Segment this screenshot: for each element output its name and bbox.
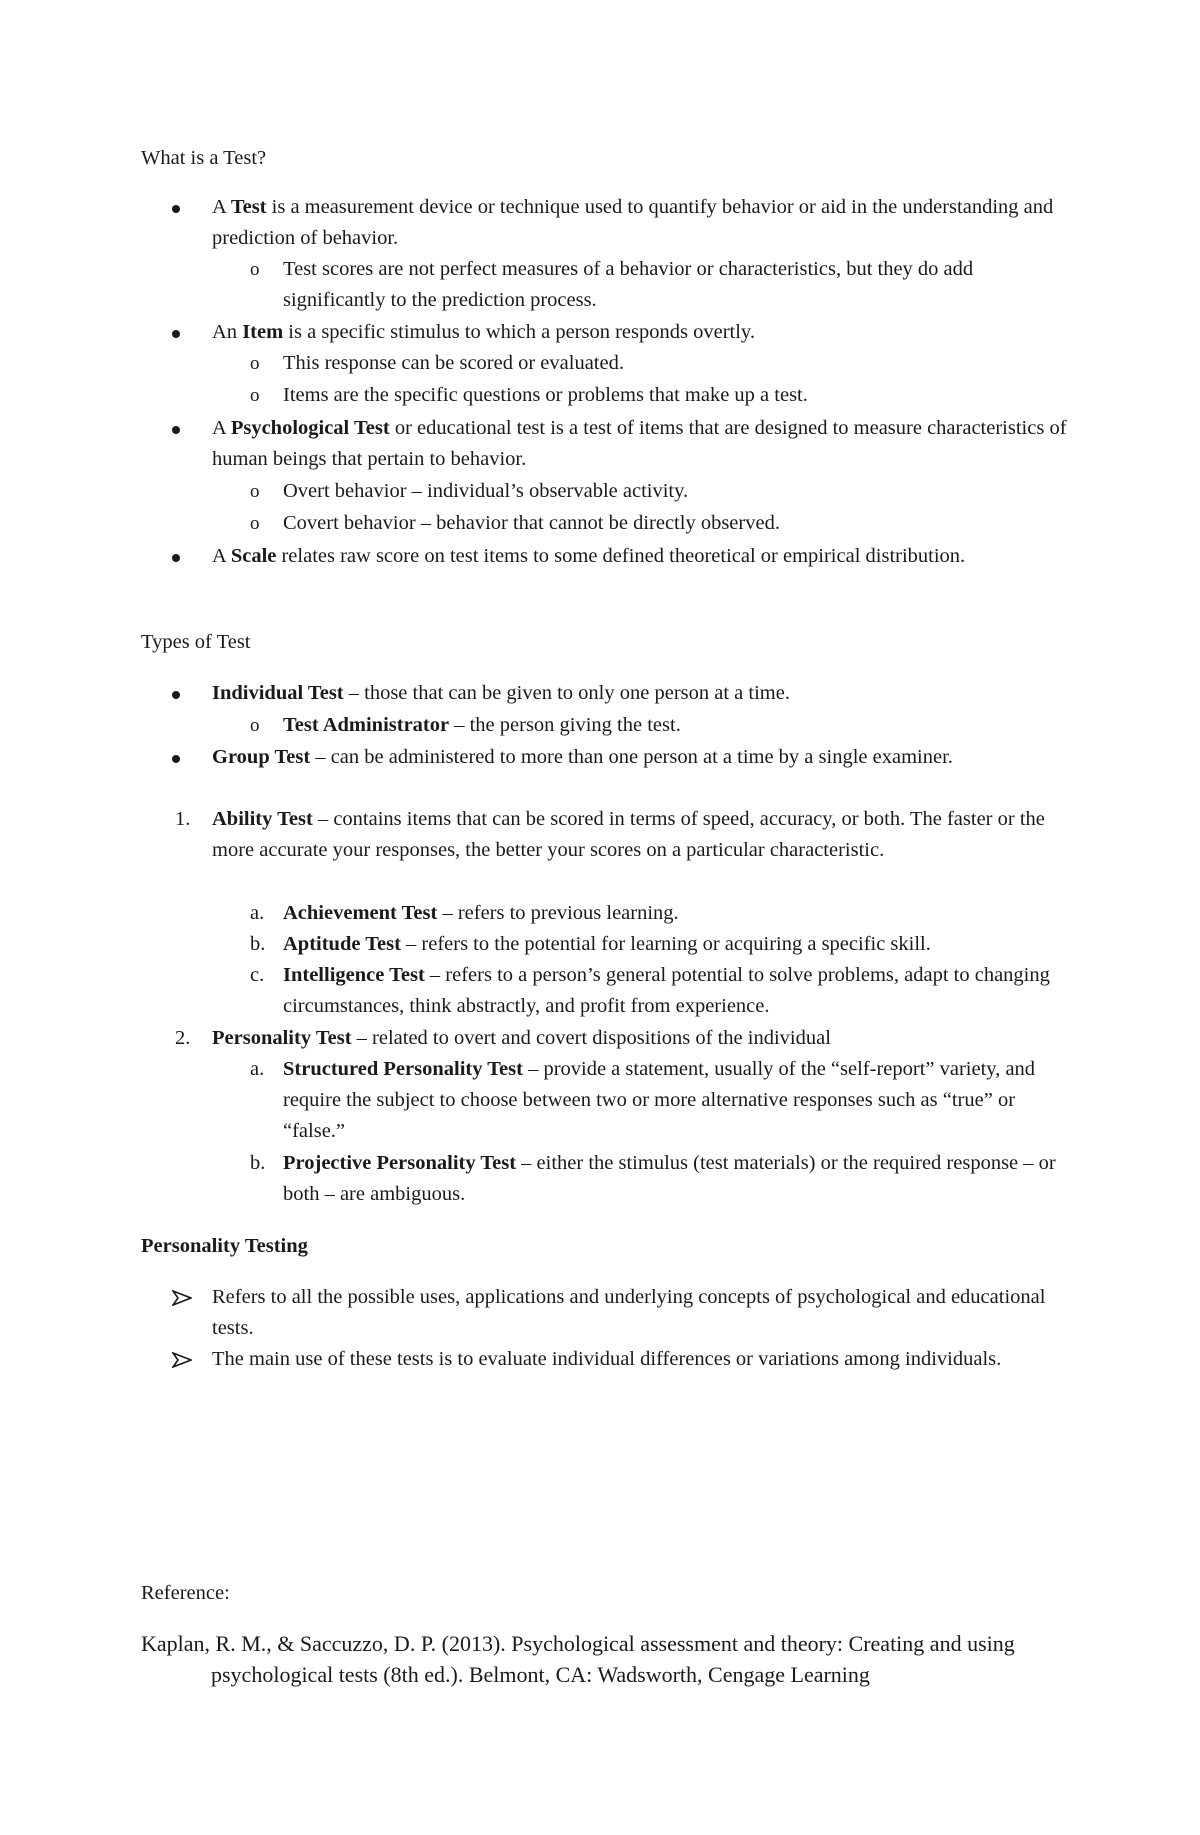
term: Aptitude Test [283, 933, 401, 955]
circle-bullet-icon: o [250, 353, 260, 374]
list-letter: a. [250, 902, 265, 924]
reference-citation: Kaplan, R. M., & Saccuzzo, D. P. (2013). Psychological assessment and theory: Creating and using psychological tests (8th ed.). Belmont, CA: Wadsworth, Cengage Learning [141, 1631, 1015, 1687]
arrow-bullet-icon [172, 1344, 192, 1378]
reference-heading: Reference: [141, 1582, 230, 1604]
term: Psychological Test [230, 417, 390, 439]
circle-bullet-icon: o [250, 715, 260, 736]
section-heading: What is a Test? [141, 147, 267, 169]
term: Group Test [212, 746, 311, 768]
term: Achievement Test [283, 902, 438, 924]
list-number: 1. [175, 808, 191, 830]
circle-bullet-icon: o [250, 385, 260, 406]
arrow-bullet-icon [172, 1282, 192, 1316]
term: Test [230, 196, 267, 218]
term: Structured Personality Test [283, 1058, 523, 1080]
term: Intelligence Test [283, 964, 425, 986]
term: Ability Test [212, 808, 313, 830]
bullet-icon [172, 413, 180, 444]
list-letter: b. [250, 933, 266, 955]
term: Projective Personality Test [283, 1152, 517, 1174]
list-letter: b. [250, 1152, 266, 1174]
list-number: 2. [175, 1027, 191, 1049]
list-letter: a. [250, 1058, 265, 1080]
section-heading: Personality Testing [141, 1235, 308, 1257]
list-letter: c. [250, 964, 265, 986]
circle-bullet-icon: o [250, 513, 260, 534]
bullet-icon [172, 317, 180, 348]
term: Test Administrator [283, 714, 450, 736]
term: Personality Test [212, 1027, 352, 1049]
term: Scale [230, 545, 277, 567]
section-heading: Types of Test [141, 631, 251, 653]
bullet-icon [172, 541, 180, 572]
circle-bullet-icon: o [250, 481, 260, 502]
bullet-icon [172, 742, 180, 773]
term: Individual Test [212, 682, 344, 704]
term: Item [242, 321, 284, 343]
bullet-icon [172, 192, 180, 223]
circle-bullet-icon: o [250, 259, 260, 280]
bullet-icon [172, 678, 180, 709]
document-page: What is a Test? A Test is a measurement device or technique used to quantify behavior or aid in the understanding and prediction of behavior. o Test scores are not perfect measures of a behavior or characteristics, but they do add significantly to the prediction process. An Item is a specific stimulus to which a person responds overtly. o This response can be scored or evaluated. o Items are the specific questions or problems that make up a test. A Psychological Test or educational test is a test of items that are designed to measure characteristics of human beings that pertain to behavior. o Overt behavior – individual’s observable activity. o Covert behavior – behavior that cannot be directly observed. A Scale relates raw score on test items to some defined theoretical or empirical distribution. Types of Test Individual Test – those that can be given to only one person at a time. o Test Administrator – the person giving the test. Group Test – can be administered to more than one person at a time by a single examiner. 1. Ability Test – contains items that can be scored in terms of speed, accuracy, or both. The faster or the more accurate your responses, the better your scores on a particular characteristic. a. Achievement Test – refers to previous learning. b. Aptitude Test – refers to the potential for learning or acquiring a specific skill. c. Intelligence Test – refers to a person’s general potential to solve problems, adapt to changing circumstances, think abstractly, and profit from experience. 2. Personality Test – related to overt and covert dispositions of the individual a. Structured Personality Test – provide a statement, usually of the “self-report” variety, and require the subject to choose between two or more alternative responses such as “true” or “false.” b. Projective Personality Test – either the stimulus (test materials) or the required response – or both – are ambiguous. Personality Testing Refers to all the possible uses, applications and underlying concepts of psychological and educational tests. The main use of these tests is to evaluate individual differences or variations among individuals. Reference: Kaplan, R. M., & Saccuzzo, D. P. (2013). Psychological assessment and theory: Creating and using psychological tests (8th ed.). Belmont, CA: Wadsworth, Cengage Learning [0, 0, 1200, 1835]
